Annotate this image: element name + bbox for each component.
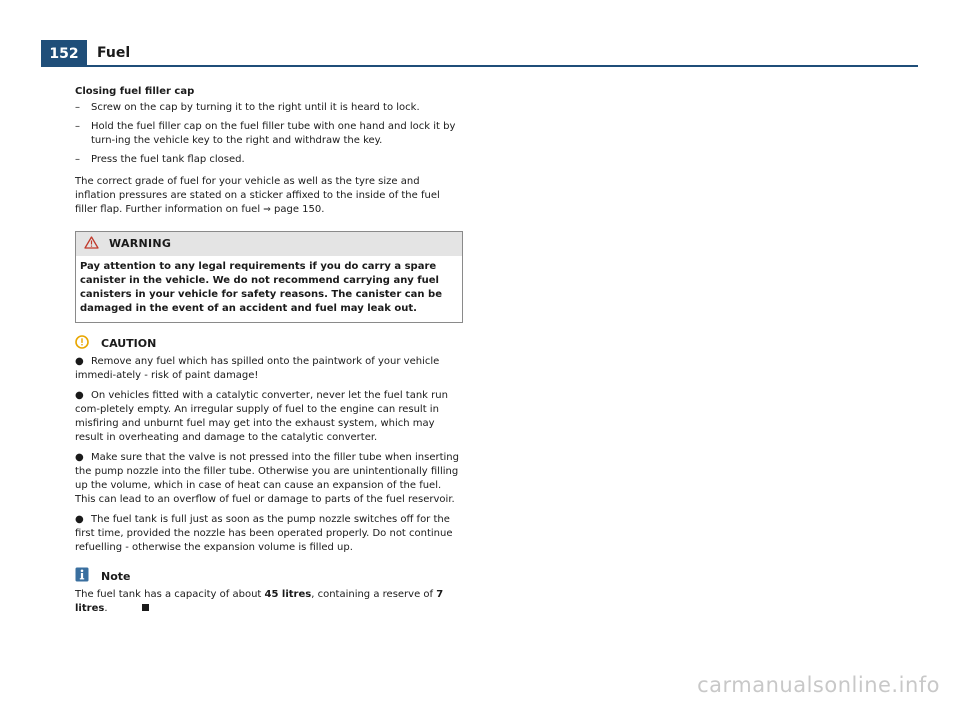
note-header bbox=[75, 567, 463, 586]
step-item: – Hold the fuel filler cap on the fuel filler tube with one hand and lock it by turn-ing the vehicle key to the right and withdraw the key. bbox=[75, 120, 463, 148]
bullet-icon: ● bbox=[75, 452, 84, 463]
warning-label: WARNING bbox=[109, 237, 172, 250]
capacity-value: 45 litres bbox=[264, 589, 312, 600]
page-link[interactable]: page 150 bbox=[270, 204, 322, 215]
grade-info-paragraph: The correct grade of fuel for your vehicle as well as the tyre size and inflation pressures are stated on a sticker affixed to the inside of the fuel filler flap. Further information on fuel ⇒ page 150. bbox=[75, 176, 440, 215]
page-header bbox=[0, 0, 960, 70]
caution-item: ● On vehicles fitted with a catalytic converter, never let the fuel tank run com-pletely empty. An irregular supply of fuel to the engine can result in misfiring and unburnt fuel may get into the exhaust system, which may result in overheating and damage to the catalytic converter. bbox=[75, 390, 448, 443]
caution-header bbox=[75, 335, 463, 353]
bullet-icon: ● bbox=[75, 390, 84, 401]
warning-text: Pay attention to any legal requirements if you do carry a spare canister in the vehicle. We do not recommend carrying any fuel canisters in your vehicle for safety reasons. The canister can be damaged in the event of an accident and fuel may leak out. bbox=[80, 261, 442, 314]
info-icon bbox=[75, 567, 89, 586]
section-end-marker bbox=[142, 604, 149, 611]
reserve-value: 7 litres bbox=[75, 589, 444, 614]
section-title: Closing fuel filler cap bbox=[75, 86, 195, 97]
caution-list bbox=[75, 355, 463, 555]
content-column bbox=[75, 85, 463, 616]
warning-triangle-icon bbox=[84, 236, 99, 253]
watermark: carmanualsonline.info bbox=[697, 673, 940, 697]
page-number: 152 bbox=[41, 40, 87, 67]
header-rule bbox=[87, 65, 918, 67]
warning-header bbox=[76, 232, 462, 256]
exclamation-circle-icon bbox=[75, 335, 89, 353]
warning-box bbox=[75, 231, 463, 323]
caution-label: CAUTION bbox=[101, 337, 157, 350]
bullet-icon: ● bbox=[75, 514, 84, 525]
caution-item: ● Make sure that the valve is not pressed into the filler tube when inserting the pump nozzle into the filler tube. Otherwise you are unintentionally filling up the volume, which in case of heat can cause an expansion of the fuel. This can lead to an overflow of fuel or damage to parts of the fuel reservoir. bbox=[75, 452, 459, 505]
note-text: The fuel tank has a capacity of about 45 litres, containing a reserve of 7 litres. bbox=[75, 589, 444, 614]
step-list bbox=[75, 101, 463, 167]
bullet-icon: ● bbox=[75, 356, 84, 367]
chapter-title: Fuel bbox=[97, 45, 131, 61]
caution-item: ● Remove any fuel which has spilled onto the paintwork of your vehicle immedi-ately - risk of paint damage! bbox=[75, 356, 440, 381]
note-label: Note bbox=[101, 569, 131, 583]
step-item: – Screw on the cap by turning it to the right until it is heard to lock. bbox=[75, 101, 463, 115]
caution-item: ● The fuel tank is full just as soon as the pump nozzle switches off for the first time, provided the nozzle has been operated properly. Do not continue refuelling - otherwise the expansion volume is filled up. bbox=[75, 514, 453, 553]
page-link-arrow[interactable]: ⇒ bbox=[263, 205, 271, 215]
step-item: – Press the fuel tank flap closed. bbox=[75, 153, 463, 167]
